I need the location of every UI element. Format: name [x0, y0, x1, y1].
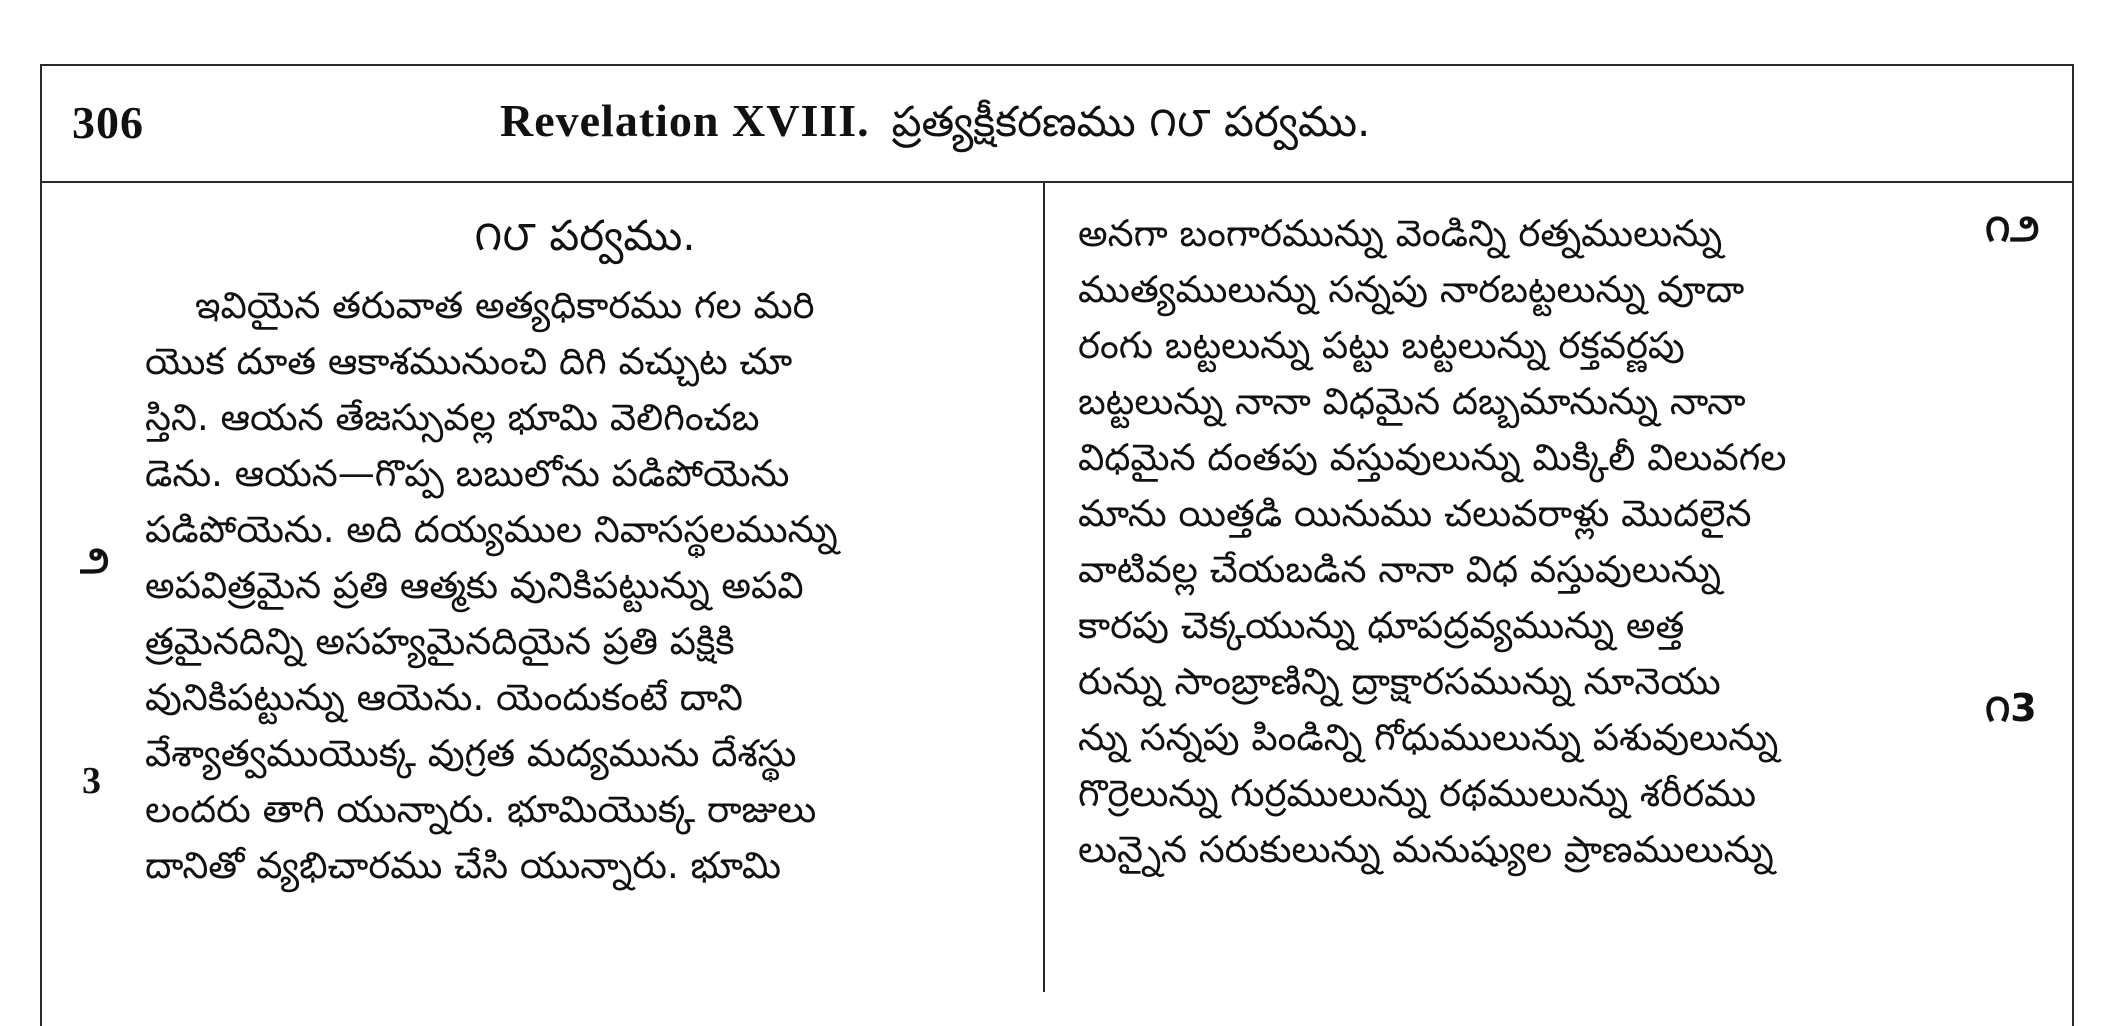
text-line: డెను. ఆయన—గొప్ప బబులోను పడిపోయెను [145, 452, 790, 495]
text-line: మాను యిత్తడి యినుము చలువరాళ్లు మొదలైన [1078, 492, 1752, 535]
page-number: 306 [72, 97, 144, 148]
verse-number: ౨ [80, 540, 110, 582]
text-line: వేశ్యాత్వముయొక్క వుగ్రత మద్యమును దేశస్థు [145, 732, 797, 775]
header-rule [40, 181, 2072, 183]
left-column [145, 206, 1025, 894]
text-line: ముత్యములున్ను సన్నపు నారబట్టలున్ను వూదా [1078, 268, 1745, 311]
text-line: దానితో వ్యభిచారము చేసి యున్నారు. భూమి [145, 844, 781, 887]
right-column [1078, 206, 1978, 878]
text-line: యొక దూత ఆకాశమునుంచి దిగి వచ్చుట చూ [145, 340, 793, 383]
chapter-heading: ౧౮ పర్వము. [474, 211, 696, 260]
text-line: విధమైన దంతపు వస్తువులున్ను మిక్కిలీ విలువగల [1078, 436, 1787, 479]
text-line: వాటివల్ల చేయబడిన నానా విధ వస్తువులున్ను [1078, 548, 1721, 591]
text-line: పడిపోయెను. అది దయ్యముల నివాసస్థలమున్ను [145, 508, 838, 551]
text-line: కారపు చెక్కయున్ను ధూపద్రవ్యమున్ను అత్త [1078, 604, 1685, 647]
verse-number: 3 [82, 760, 101, 802]
text-line: బట్టలున్ను నానా విధమైన దబ్బమానున్ను నానా [1078, 380, 1746, 423]
text-line: లందరు తాగి యున్నారు. భూమియొక్క రాజులు [145, 788, 817, 831]
running-head-english: Revelation XVIII. [500, 95, 870, 146]
running-head-telugu: ప్రత్యక్షీకరణము ౧౮ పర్వము. [891, 97, 1371, 146]
text-line: స్తిని. ఆయన తేజస్సువల్ల భూమి వెలిగించబ [145, 396, 760, 439]
text-line: ఇవియైన తరువాత అత్యధికారము గల మరి [195, 284, 815, 327]
text-line: లున్నైన సరుకులున్ను మనుష్యుల ప్రాణములున్ను [1078, 828, 1774, 871]
column-divider [1043, 181, 1045, 992]
text-line: న్ను సన్నపు పిండిన్ని గోధుములున్ను పశువులున్ను [1078, 716, 1779, 759]
verse-number: ౧3 [1985, 686, 2037, 730]
verse-number: ౧౨ [1985, 206, 2040, 250]
text-line: అనగా బంగారమున్ను వెండిన్ని రత్నములున్ను [1078, 212, 1723, 255]
text-line: రున్ను సాంబ్రాణిన్ని ద్రాక్షారసమున్ను నూనెయు [1078, 660, 1721, 703]
text-line: అపవిత్రమైన ప్రతి ఆత్మకు వునికిపట్టున్ను అపవి [145, 564, 804, 607]
running-head [500, 94, 1680, 157]
text-line: వునికిపట్టున్ను ఆయెను. యెందుకంటే దాని [145, 676, 743, 719]
text-line: త్రమైనదిన్ని అసహ్యమైనదియైన ప్రతి పక్షికి [145, 620, 735, 663]
text-line: రంగు బట్టలున్ను పట్టు బట్టలున్ను రక్తవర్ణపు [1078, 324, 1685, 367]
text-line: గొర్రెలున్ను గుర్రములున్ను రథములున్ను శరీరము [1078, 772, 1757, 815]
